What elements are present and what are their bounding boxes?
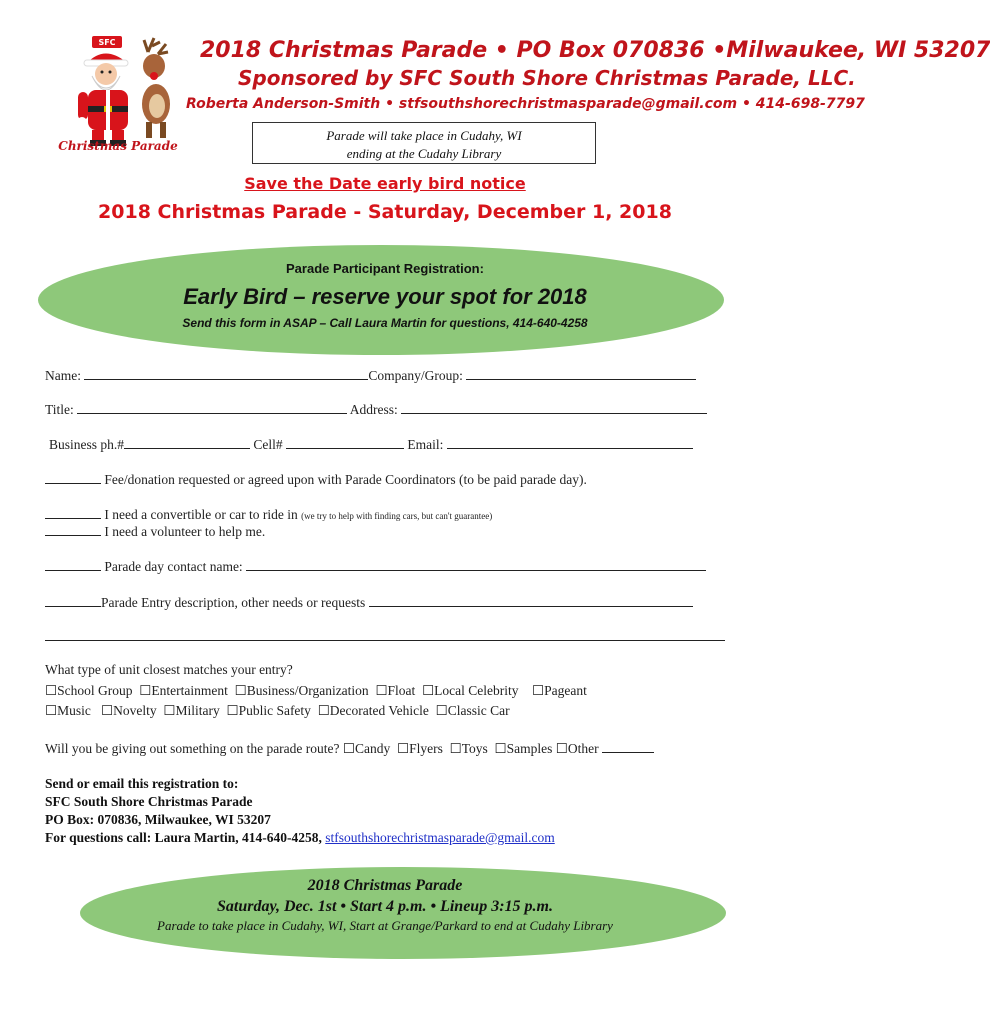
location-line-2: ending at the Cudahy Library bbox=[346, 146, 502, 161]
contact-row bbox=[45, 558, 706, 575]
fee-row bbox=[45, 471, 587, 488]
santa-reindeer-logo bbox=[58, 32, 180, 156]
convertible-text: I need a convertible or car to ride in bbox=[104, 507, 298, 522]
business-phone-field[interactable] bbox=[124, 436, 250, 449]
entry-description-field[interactable] bbox=[369, 594, 693, 607]
logo-sign-text: SFC bbox=[98, 38, 116, 47]
location-line-1: Parade will take place in Cudahy, WI bbox=[326, 128, 522, 143]
unit-option[interactable]: ☐Pageant bbox=[532, 683, 587, 698]
mailing-line-1: Send or email this registration to: bbox=[45, 776, 239, 791]
unit-option[interactable]: ☐Military bbox=[163, 703, 220, 718]
entry-row bbox=[45, 594, 693, 611]
event-title: 2018 Christmas Parade - Saturday, December 1, 2018 bbox=[98, 201, 672, 223]
email-link[interactable]: stfsouthshorechristmasparade@gmail.com bbox=[325, 830, 555, 845]
unit-type-row-1 bbox=[45, 683, 587, 699]
name-company-row bbox=[45, 367, 696, 384]
contact-text: Parade day contact name: bbox=[104, 559, 243, 574]
volunteer-field[interactable] bbox=[45, 523, 101, 536]
giveaway-option[interactable]: ☐Other bbox=[555, 741, 599, 756]
giveaway-question: Will you be giving out something on the parade route? bbox=[45, 741, 340, 756]
phone-email-row bbox=[49, 436, 693, 453]
convertible-row bbox=[45, 506, 492, 523]
save-the-date-heading bbox=[0, 174, 770, 193]
fee-text: Fee/donation requested or agreed upon with Parade Coordinators (to be paid parade day). bbox=[104, 472, 587, 487]
unit-option[interactable]: ☐Entertainment bbox=[139, 683, 228, 698]
cell-label: Cell# bbox=[253, 437, 283, 452]
volunteer-text: I need a volunteer to help me. bbox=[104, 524, 266, 539]
mailing-line-3: PO Box: 070836, Milwaukee, WI 53207 bbox=[45, 812, 271, 827]
parade-info-route: Parade to take place in Cudahy, WI, Start at Grange/Parkard to end at Cudahy Library bbox=[157, 918, 613, 933]
unit-option[interactable]: ☐Decorated Vehicle bbox=[317, 703, 429, 718]
unit-option[interactable]: ☐Classic Car bbox=[435, 703, 510, 718]
unit-type-row-2 bbox=[45, 703, 510, 719]
contact-check-field[interactable] bbox=[45, 558, 101, 571]
mailing-line-4 bbox=[45, 830, 555, 846]
other-field[interactable] bbox=[602, 740, 654, 753]
address-field[interactable] bbox=[401, 401, 707, 414]
giveaway-option[interactable]: ☐Candy bbox=[342, 741, 391, 756]
fee-field[interactable] bbox=[45, 471, 101, 484]
logo-text: Christmas Parade bbox=[58, 139, 178, 153]
unit-option[interactable]: ☐Local Celebrity bbox=[422, 683, 519, 698]
company-field[interactable] bbox=[466, 367, 696, 380]
parade-info-schedule: Saturday, Dec. 1st • Start 4 p.m. • Lineup 3:15 p.m. bbox=[217, 898, 553, 915]
giveaway-option[interactable]: ☐Toys bbox=[449, 741, 488, 756]
save-the-date-text: Save the Date early bird notice bbox=[244, 174, 526, 193]
name-label: Name: bbox=[45, 368, 81, 383]
contact-name-field[interactable] bbox=[246, 558, 706, 571]
unit-option[interactable]: ☐Music bbox=[45, 703, 91, 718]
volunteer-row bbox=[45, 523, 265, 540]
unit-option[interactable]: ☐Novelty bbox=[100, 703, 157, 718]
convertible-note: (we try to help with finding cars, but can't guarantee) bbox=[301, 511, 493, 521]
title-field[interactable] bbox=[77, 401, 347, 414]
convertible-field[interactable] bbox=[45, 506, 101, 519]
entry-description-continuation[interactable] bbox=[45, 640, 725, 641]
unit-option[interactable]: ☐Float bbox=[375, 683, 416, 698]
registration-subtitle: Parade Participant Registration: bbox=[286, 261, 484, 276]
giveaway-option[interactable]: ☐Samples bbox=[494, 741, 553, 756]
name-field[interactable] bbox=[84, 367, 368, 380]
unit-type-question: What type of unit closest matches your entry? bbox=[45, 662, 293, 677]
unit-option[interactable]: ☐School Group bbox=[45, 683, 133, 698]
early-bird-note: Send this form in ASAP – Call Laura Martin for questions, 414-640-4258 bbox=[182, 316, 588, 330]
address-label: Address: bbox=[349, 402, 398, 417]
entry-check-field[interactable] bbox=[45, 594, 101, 607]
parade-info-title: 2018 Christmas Parade bbox=[307, 877, 463, 894]
mailing-line-2: SFC South Shore Christmas Parade bbox=[45, 794, 253, 809]
entry-text: Parade Entry description, other needs or requests bbox=[101, 595, 366, 610]
header-line-2: Sponsored by SFC South Shore Christmas Parade, LLC. bbox=[238, 66, 856, 90]
unit-option[interactable]: ☐Public Safety bbox=[226, 703, 311, 718]
cell-field[interactable] bbox=[286, 436, 404, 449]
giveaway-row bbox=[45, 740, 654, 757]
header-line-3: Roberta Anderson-Smith • stfsouthshorechristmasparade@gmail.com • 414-698-7797 bbox=[186, 96, 865, 112]
location-info-box bbox=[252, 122, 596, 164]
early-bird-title: Early Bird – reserve your spot for 2018 bbox=[183, 284, 587, 309]
header-line-1: 2018 Christmas Parade • PO Box 070836 •Milwaukee, WI 53207 bbox=[200, 38, 990, 63]
title-address-row bbox=[45, 401, 707, 418]
giveaway-option[interactable]: ☐Flyers bbox=[397, 741, 443, 756]
business-phone-label: Business ph.# bbox=[49, 437, 125, 452]
unit-option[interactable]: ☐Business/Organization bbox=[234, 683, 369, 698]
email-field[interactable] bbox=[447, 436, 693, 449]
email-label: Email: bbox=[407, 437, 444, 452]
questions-text: For questions call: Laura Martin, 414-640-4258, bbox=[45, 830, 322, 845]
title-label: Title: bbox=[45, 402, 74, 417]
company-label: Company/Group: bbox=[368, 368, 463, 383]
